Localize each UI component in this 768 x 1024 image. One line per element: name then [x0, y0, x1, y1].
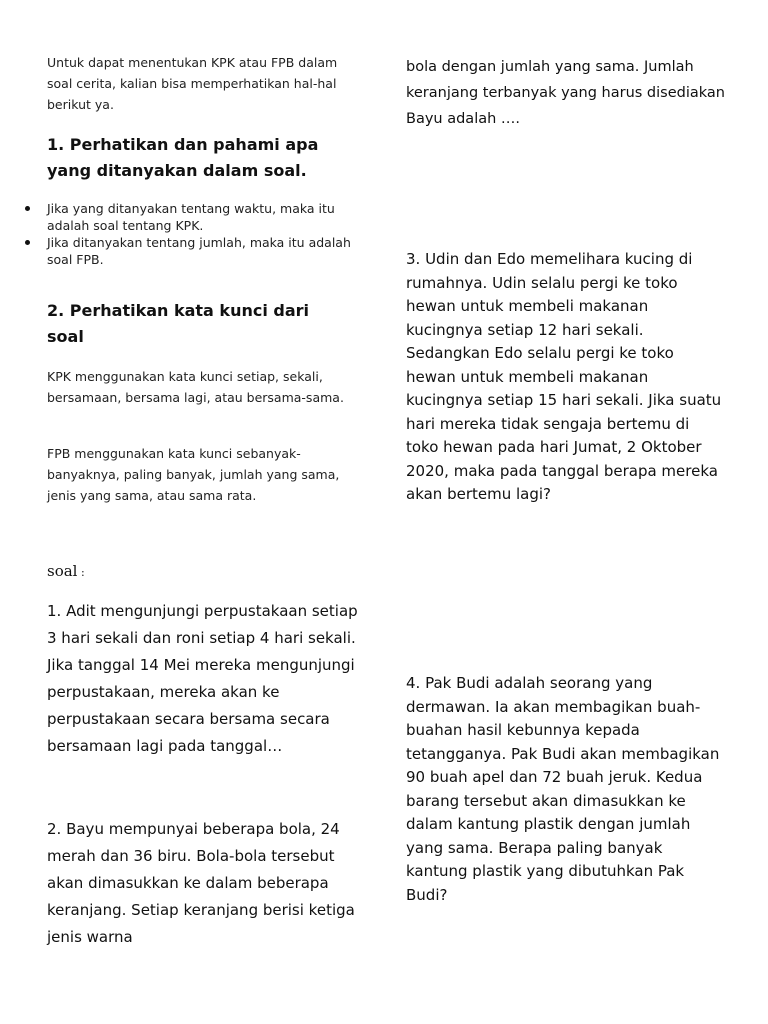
kpk-keywords-paragraph: KPK menggunakan kata kunci setiap, sekali, bersamaan, bersama lagi, atau bersama-sama. — [47, 369, 344, 405]
soal-label-colon: : — [77, 566, 85, 579]
bullet-text: Jika yang ditanyakan tentang waktu, maka itu adalah soal tentang KPK. — [47, 201, 335, 233]
bullet-dot-icon — [25, 206, 30, 211]
soal-label — [47, 562, 85, 580]
bullet-dot-icon — [25, 240, 30, 245]
heading-kata-kunci: 2. Perhatikan kata kunci dari soal — [47, 301, 310, 346]
tips-bullet-list — [47, 200, 357, 268]
intro-paragraph: Untuk dapat menentukan KPK atau FPB dalam soal cerita, kalian bisa memperhatikan hal-hal berikut ya. — [47, 55, 338, 112]
fpb-keywords-paragraph: FPB menggunakan kata kunci sebanyak-banyaknya, paling banyak, jumlah yang sama, jenis yang sama, atau sama rata. — [47, 446, 340, 503]
question-2-continued: bola dengan jumlah yang sama. Jumlah keranjang terbanyak yang harus disediakan Bayu adalah …. — [406, 59, 725, 127]
bullet-item — [47, 200, 357, 234]
bullet-text: Jika ditanyakan tentang jumlah, maka itu adalah soal FPB. — [47, 235, 351, 267]
heading-perhatikan-pahami: 1. Perhatikan dan pahami apa yang ditanyakan dalam soal. — [47, 135, 319, 180]
bullet-item — [47, 234, 357, 268]
question-3: 3. Udin dan Edo memelihara kucing di rumahnya. Udin selalu pergi ke toko hewan untuk membeli makanan kucingnya setiap 12 hari sekali. Sedangkan Edo selalu pergi ke toko hewan untuk membeli makanan kucingnya setiap 15 hari sekali. Jika suatu hari mereka tidak sengaja bertemu di toko hewan pada hari Jumat, 2 Oktober 2020, maka pada tanggal berapa mereka akan bertemu lagi? — [406, 250, 722, 503]
question-1: 1. Adit mengunjungi perpustakaan setiap 3 hari sekali dan roni setiap 4 hari sekali. Jika tanggal 14 Mei mereka mengunjungi perpustakaan, mereka akan ke perpustakaan secara bersama secara bersamaan lagi pada tanggal… — [47, 602, 358, 755]
question-2: 2. Bayu mempunyai beberapa bola, 24 merah dan 36 biru. Bola-bola tersebut akan dimasukkan ke dalam beberapa keranjang. Setiap keranjang berisi ketiga jenis warna — [47, 820, 355, 946]
question-4: 4. Pak Budi adalah seorang yang dermawan. Ia akan membagikan buah-buahan hasil kebunnya kepada tetangganya. Pak Budi akan membagikan 90 buah apel dan 72 buah jeruk. Kedua barang tersebut akan dimasukkan ke dalam kantung plastik dengan jumlah yang sama. Berapa paling banyak kantung plastik yang dibutuhkan Pak Budi? — [406, 674, 720, 904]
soal-label-text: soal — [47, 562, 78, 580]
